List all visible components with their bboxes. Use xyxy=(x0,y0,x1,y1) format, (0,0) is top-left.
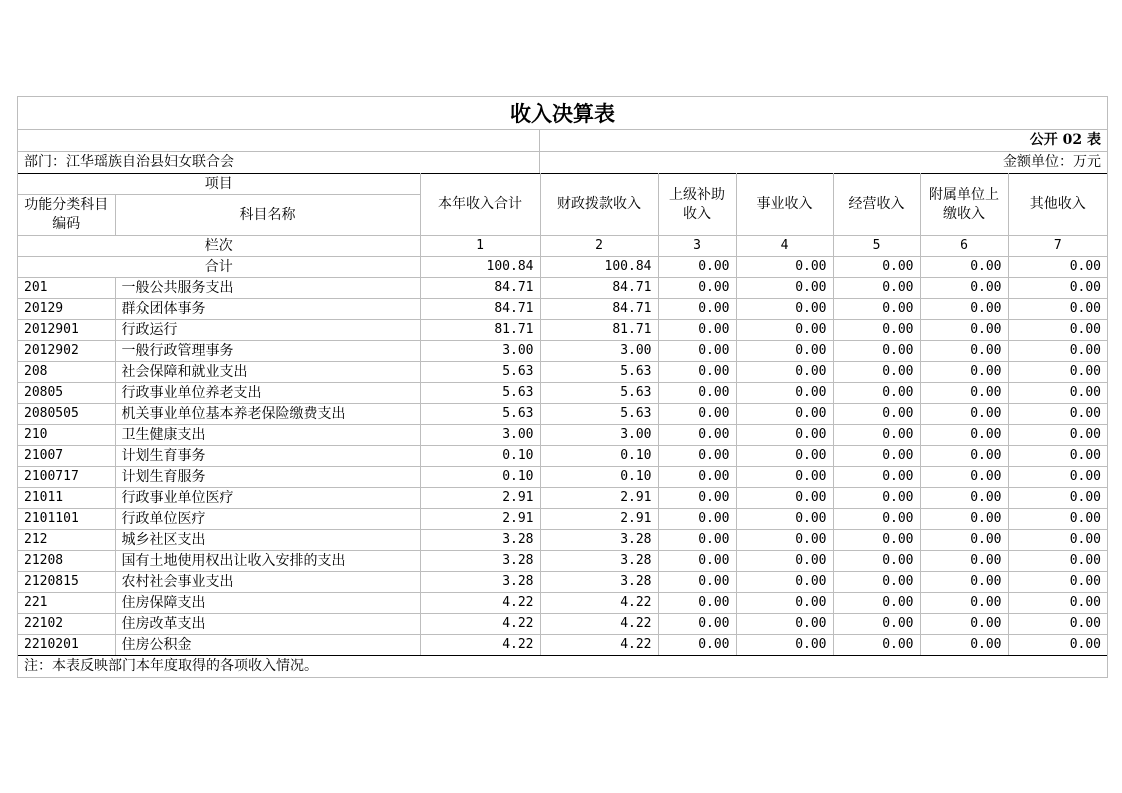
row-value: 0.00 xyxy=(736,404,833,425)
total-value: 100.84 xyxy=(540,257,658,278)
row-subject-name: 机关事业单位基本养老保险缴费支出 xyxy=(115,404,420,425)
row-value: 0.00 xyxy=(1008,362,1107,383)
row-value: 0.00 xyxy=(658,593,736,614)
row-value: 5.63 xyxy=(540,383,658,404)
row-subject-name: 一般公共服务支出 xyxy=(115,278,420,299)
row-value: 2.91 xyxy=(540,488,658,509)
row-value: 2.91 xyxy=(420,488,540,509)
column-index-number: 1 xyxy=(420,236,540,257)
row-value: 0.00 xyxy=(1008,320,1107,341)
row-value: 0.00 xyxy=(736,320,833,341)
row-value: 0.00 xyxy=(1008,467,1107,488)
row-code: 2012902 xyxy=(18,341,115,362)
column-index-number: 2 xyxy=(540,236,658,257)
row-subject-name: 行政事业单位养老支出 xyxy=(115,383,420,404)
table-row xyxy=(18,341,1107,362)
row-value: 0.00 xyxy=(920,299,1008,320)
row-subject-name: 住房改革支出 xyxy=(115,614,420,635)
table-row xyxy=(18,572,1107,593)
row-subject-name: 行政事业单位医疗 xyxy=(115,488,420,509)
total-value: 0.00 xyxy=(658,257,736,278)
row-value: 5.63 xyxy=(420,404,540,425)
row-value: 0.00 xyxy=(658,488,736,509)
table-row xyxy=(18,635,1107,656)
row-code: 2012901 xyxy=(18,320,115,341)
row-value: 0.10 xyxy=(540,467,658,488)
row-value: 0.00 xyxy=(658,341,736,362)
row-value: 0.00 xyxy=(833,572,920,593)
row-value: 0.00 xyxy=(920,635,1008,656)
row-code: 221 xyxy=(18,593,115,614)
header-item: 项目 xyxy=(18,174,420,195)
sheet-title: 收入决算表 xyxy=(18,97,1107,130)
row-value: 3.00 xyxy=(420,341,540,362)
header-col-1: 本年收入合计 xyxy=(420,174,540,236)
row-code: 20805 xyxy=(18,383,115,404)
row-subject-name: 群众团体事务 xyxy=(115,299,420,320)
row-value: 0.00 xyxy=(1008,530,1107,551)
row-code: 201 xyxy=(18,278,115,299)
row-value: 0.00 xyxy=(833,467,920,488)
row-value: 2.91 xyxy=(420,509,540,530)
row-value: 84.71 xyxy=(540,278,658,299)
header-func-code: 功能分类科目编码 xyxy=(18,195,115,236)
row-subject-name: 计划生育服务 xyxy=(115,467,420,488)
table-row xyxy=(18,551,1107,572)
row-value: 0.00 xyxy=(833,551,920,572)
row-value: 2.91 xyxy=(540,509,658,530)
row-value: 0.00 xyxy=(1008,404,1107,425)
row-value: 0.00 xyxy=(1008,488,1107,509)
row-value: 3.00 xyxy=(540,341,658,362)
form-code: 公开 02 表 xyxy=(539,130,1107,151)
row-subject-name: 农村社会事业支出 xyxy=(115,572,420,593)
row-value: 3.28 xyxy=(420,530,540,551)
row-value: 0.00 xyxy=(658,299,736,320)
row-value: 0.00 xyxy=(1008,383,1107,404)
row-value: 0.00 xyxy=(736,530,833,551)
header-row-1 xyxy=(18,174,1107,195)
column-index-row xyxy=(18,236,1107,257)
row-value: 0.00 xyxy=(833,446,920,467)
row-value: 84.71 xyxy=(420,278,540,299)
row-code: 21208 xyxy=(18,551,115,572)
row-value: 0.00 xyxy=(920,404,1008,425)
row-value: 4.22 xyxy=(420,614,540,635)
table-row xyxy=(18,320,1107,341)
row-value: 0.10 xyxy=(540,446,658,467)
row-code: 2080505 xyxy=(18,404,115,425)
income-settlement-sheet xyxy=(17,96,1108,678)
row-value: 5.63 xyxy=(420,362,540,383)
table-row xyxy=(18,446,1107,467)
row-value: 0.00 xyxy=(1008,425,1107,446)
row-value: 0.00 xyxy=(1008,278,1107,299)
row-value: 0.00 xyxy=(920,593,1008,614)
total-value: 0.00 xyxy=(736,257,833,278)
table-row xyxy=(18,593,1107,614)
row-value: 0.00 xyxy=(833,299,920,320)
row-value: 0.00 xyxy=(833,614,920,635)
row-value: 0.00 xyxy=(920,572,1008,593)
row-value: 5.63 xyxy=(540,404,658,425)
table-row xyxy=(18,425,1107,446)
row-value: 0.00 xyxy=(658,530,736,551)
column-index-number: 3 xyxy=(658,236,736,257)
row-value: 0.00 xyxy=(736,572,833,593)
row-value: 0.00 xyxy=(736,551,833,572)
table-row xyxy=(18,614,1107,635)
row-value: 3.00 xyxy=(540,425,658,446)
row-value: 0.00 xyxy=(920,551,1008,572)
department-name: 部门：江华瑶族自治县妇女联合会 xyxy=(24,154,234,170)
row-value: 0.00 xyxy=(736,509,833,530)
total-value: 0.00 xyxy=(833,257,920,278)
row-value: 3.28 xyxy=(540,551,658,572)
total-value: 0.00 xyxy=(920,257,1008,278)
header-col-3: 上级补助收入 xyxy=(658,174,736,236)
row-subject-name: 卫生健康支出 xyxy=(115,425,420,446)
row-value: 3.28 xyxy=(420,572,540,593)
form-code-row xyxy=(18,130,1107,152)
table-row xyxy=(18,278,1107,299)
row-value: 0.00 xyxy=(920,320,1008,341)
row-value: 0.00 xyxy=(920,614,1008,635)
total-value: 100.84 xyxy=(420,257,540,278)
row-value: 0.00 xyxy=(658,614,736,635)
row-value: 0.00 xyxy=(658,509,736,530)
row-value: 0.00 xyxy=(833,362,920,383)
row-code: 22102 xyxy=(18,614,115,635)
row-value: 3.28 xyxy=(540,530,658,551)
row-subject-name: 住房保障支出 xyxy=(115,593,420,614)
row-value: 0.00 xyxy=(833,404,920,425)
row-subject-name: 城乡社区支出 xyxy=(115,530,420,551)
table-row xyxy=(18,404,1107,425)
row-code: 2210201 xyxy=(18,635,115,656)
header-col-2: 财政拨款收入 xyxy=(540,174,658,236)
row-value: 0.00 xyxy=(833,278,920,299)
row-value: 0.00 xyxy=(920,530,1008,551)
row-value: 0.00 xyxy=(1008,551,1107,572)
table-row xyxy=(18,362,1107,383)
column-index-number: 7 xyxy=(1008,236,1107,257)
row-value: 0.00 xyxy=(920,467,1008,488)
row-code: 21007 xyxy=(18,446,115,467)
row-subject-name: 住房公积金 xyxy=(115,635,420,656)
header-col-7: 其他收入 xyxy=(1008,174,1107,236)
row-subject-name: 计划生育事务 xyxy=(115,446,420,467)
row-value: 0.00 xyxy=(736,299,833,320)
row-value: 0.00 xyxy=(736,425,833,446)
row-value: 0.00 xyxy=(736,488,833,509)
row-value: 3.28 xyxy=(540,572,658,593)
column-index-number: 4 xyxy=(736,236,833,257)
row-value: 5.63 xyxy=(540,362,658,383)
row-value: 0.00 xyxy=(833,509,920,530)
row-value: 3.00 xyxy=(420,425,540,446)
row-value: 0.00 xyxy=(833,635,920,656)
row-value: 0.00 xyxy=(736,593,833,614)
row-value: 0.00 xyxy=(1008,509,1107,530)
row-value: 4.22 xyxy=(420,593,540,614)
row-value: 0.00 xyxy=(658,467,736,488)
header-col-5: 经营收入 xyxy=(833,174,920,236)
table-row xyxy=(18,488,1107,509)
row-code: 208 xyxy=(18,362,115,383)
row-value: 0.00 xyxy=(736,635,833,656)
total-value: 0.00 xyxy=(1008,257,1107,278)
row-value: 0.00 xyxy=(833,341,920,362)
row-value: 0.00 xyxy=(658,383,736,404)
row-value: 0.00 xyxy=(736,446,833,467)
row-value: 5.63 xyxy=(420,383,540,404)
row-subject-name: 国有土地使用权出让收入安排的支出 xyxy=(115,551,420,572)
row-value: 0.10 xyxy=(420,467,540,488)
row-value: 0.00 xyxy=(1008,299,1107,320)
header-col-6: 附属单位上缴收入 xyxy=(920,174,1008,236)
row-subject-name: 行政单位医疗 xyxy=(115,509,420,530)
row-value: 84.71 xyxy=(540,299,658,320)
column-index-label: 栏次 xyxy=(18,236,420,257)
row-value: 0.00 xyxy=(833,593,920,614)
row-code: 210 xyxy=(18,425,115,446)
row-value: 81.71 xyxy=(540,320,658,341)
row-value: 0.00 xyxy=(658,635,736,656)
table-row xyxy=(18,467,1107,488)
row-value: 0.00 xyxy=(736,278,833,299)
row-value: 0.00 xyxy=(658,278,736,299)
row-value: 0.00 xyxy=(920,509,1008,530)
row-value: 0.00 xyxy=(736,467,833,488)
row-value: 0.10 xyxy=(420,446,540,467)
row-value: 0.00 xyxy=(1008,614,1107,635)
row-value: 0.00 xyxy=(736,614,833,635)
row-value: 0.00 xyxy=(920,362,1008,383)
row-value: 3.28 xyxy=(420,551,540,572)
row-value: 0.00 xyxy=(920,446,1008,467)
total-label: 合计 xyxy=(18,257,420,278)
row-value: 0.00 xyxy=(1008,446,1107,467)
row-value: 0.00 xyxy=(658,362,736,383)
table-row xyxy=(18,530,1107,551)
department-row xyxy=(18,152,1107,173)
header-col-4: 事业收入 xyxy=(736,174,833,236)
row-value: 4.22 xyxy=(540,614,658,635)
column-index-number: 6 xyxy=(920,236,1008,257)
row-value: 0.00 xyxy=(833,530,920,551)
header-subject-name: 科目名称 xyxy=(115,195,420,236)
row-value: 0.00 xyxy=(658,425,736,446)
row-code: 2101101 xyxy=(18,509,115,530)
row-code: 212 xyxy=(18,530,115,551)
row-value: 81.71 xyxy=(420,320,540,341)
row-value: 84.71 xyxy=(420,299,540,320)
column-index-number: 5 xyxy=(833,236,920,257)
income-table xyxy=(18,173,1107,656)
row-value: 0.00 xyxy=(920,425,1008,446)
table-row xyxy=(18,383,1107,404)
row-value: 0.00 xyxy=(920,488,1008,509)
row-value: 0.00 xyxy=(833,488,920,509)
row-subject-name: 一般行政管理事务 xyxy=(115,341,420,362)
table-row xyxy=(18,299,1107,320)
row-value: 0.00 xyxy=(920,278,1008,299)
row-code: 20129 xyxy=(18,299,115,320)
row-subject-name: 社会保障和就业支出 xyxy=(115,362,420,383)
row-value: 0.00 xyxy=(1008,635,1107,656)
row-code: 2120815 xyxy=(18,572,115,593)
row-value: 0.00 xyxy=(736,383,833,404)
row-value: 4.22 xyxy=(540,635,658,656)
row-value: 0.00 xyxy=(736,362,833,383)
row-code: 21011 xyxy=(18,488,115,509)
row-value: 0.00 xyxy=(833,383,920,404)
row-value: 4.22 xyxy=(420,635,540,656)
row-value: 0.00 xyxy=(1008,341,1107,362)
row-value: 0.00 xyxy=(658,572,736,593)
amount-unit: 金额单位：万元 xyxy=(539,152,1107,173)
row-value: 0.00 xyxy=(920,341,1008,362)
table-note: 注：本表反映部门本年度取得的各项收入情况。 xyxy=(24,658,318,674)
row-value: 0.00 xyxy=(1008,572,1107,593)
row-value: 0.00 xyxy=(658,446,736,467)
row-value: 0.00 xyxy=(833,320,920,341)
row-value: 0.00 xyxy=(658,551,736,572)
row-value: 0.00 xyxy=(736,341,833,362)
row-value: 4.22 xyxy=(540,593,658,614)
row-value: 0.00 xyxy=(1008,593,1107,614)
total-row xyxy=(18,257,1107,278)
row-subject-name: 行政运行 xyxy=(115,320,420,341)
row-value: 0.00 xyxy=(920,383,1008,404)
row-code: 2100717 xyxy=(18,467,115,488)
table-row xyxy=(18,509,1107,530)
row-value: 0.00 xyxy=(658,404,736,425)
row-value: 0.00 xyxy=(658,320,736,341)
row-value: 0.00 xyxy=(833,425,920,446)
